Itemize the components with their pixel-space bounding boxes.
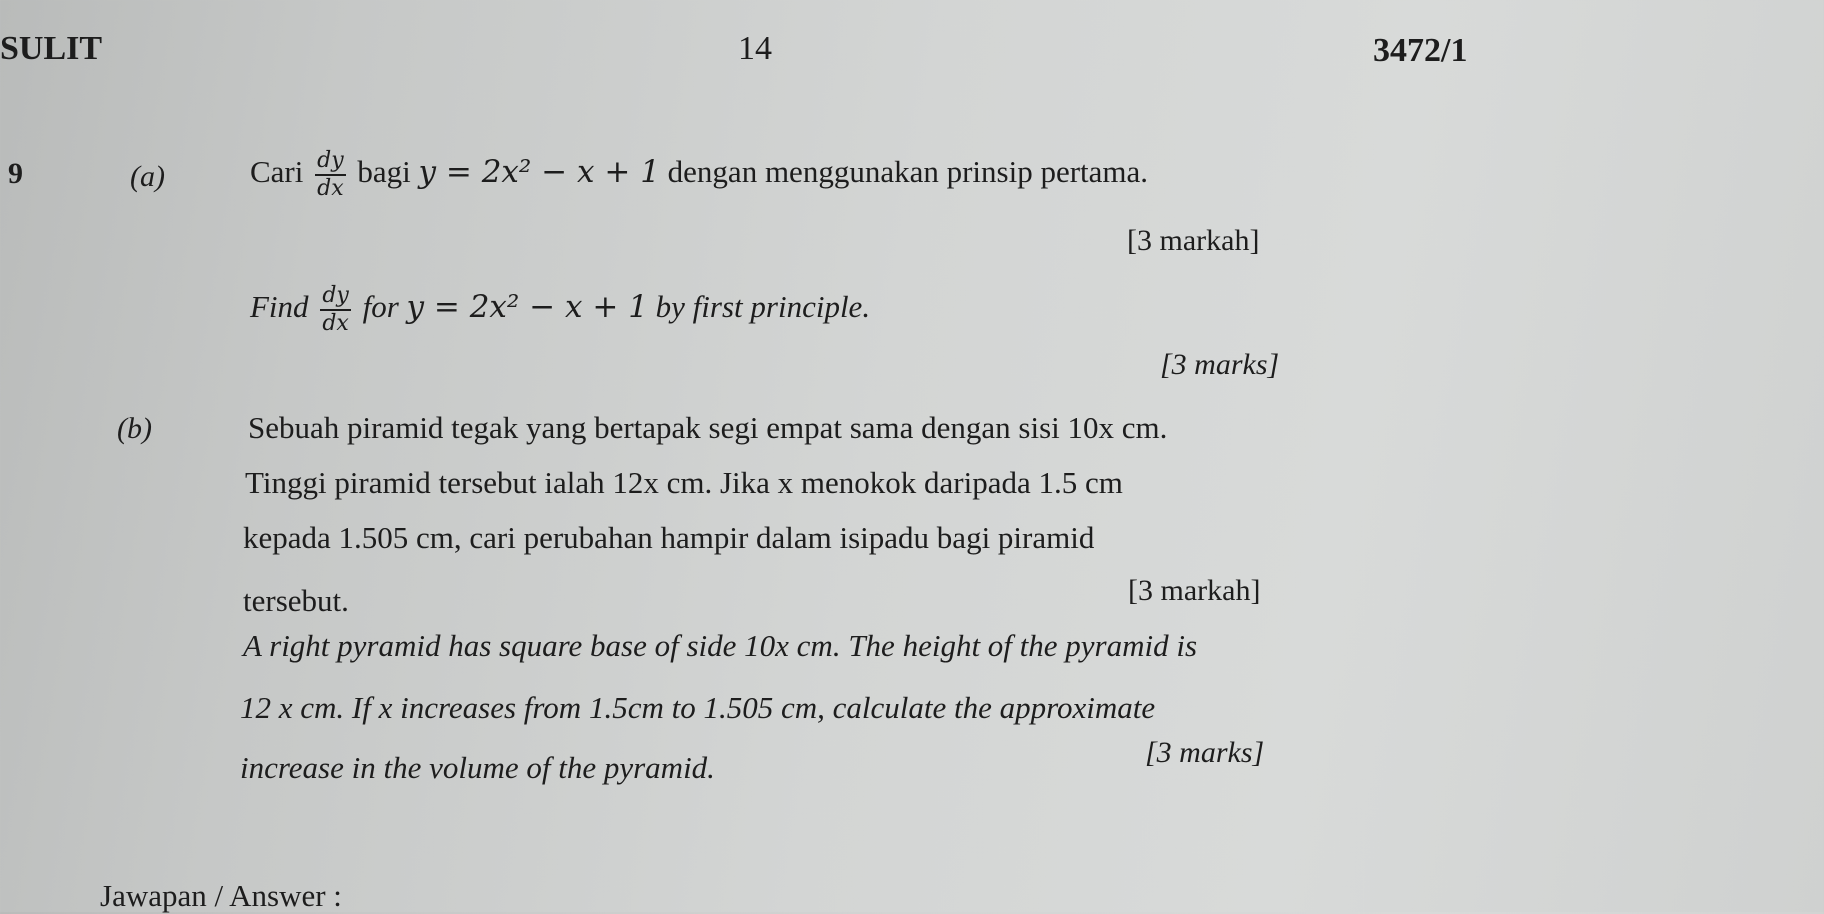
part-b-malay-line-4: tersebut.	[243, 583, 349, 618]
derivative-fraction-english	[320, 285, 351, 335]
frac-denominator: dx	[322, 311, 349, 336]
part-a-label: (a)	[130, 160, 165, 193]
part-b-english-marks: [3 marks]	[1145, 736, 1265, 769]
part-b-malay-line-2: Tinggi piramid tersebut ialah 12x cm. Jika x menokok daripada 1.5 cm	[245, 465, 1123, 500]
part-a-malay-marks: [3 markah]	[1127, 224, 1260, 257]
header-sulit: SULIT	[0, 30, 103, 67]
part-a-english-mid: for	[362, 289, 399, 325]
part-a-malay-prefix: Cari	[250, 154, 304, 190]
part-a-malay-mid: bagi	[357, 154, 411, 190]
frac-numerator: dy	[320, 285, 351, 311]
part-a-malay-suffix: dengan menggunakan prinsip pertama.	[667, 154, 1149, 190]
part-a-malay-line	[250, 150, 1148, 200]
answer-label: Jawapan / Answer :	[100, 878, 342, 913]
part-a-english-line	[250, 285, 870, 335]
part-b-english-line-2: 12 x cm. If x increases from 1.5cm to 1.505 cm, calculate the approximate	[240, 690, 1156, 725]
part-b-english-line-3: increase in the volume of the pyramid.	[240, 750, 715, 785]
part-b-malay-line-3: kepada 1.505 cm, cari perubahan hampir dalam isipadu bagi piramid	[243, 520, 1095, 555]
frac-numerator: dy	[315, 150, 346, 176]
equation-english: y = 2x² − x + 1	[406, 289, 648, 326]
derivative-fraction-malay	[315, 150, 346, 200]
part-a-english-prefix: Find	[250, 289, 309, 325]
part-a-english-suffix: by first principle.	[655, 289, 871, 325]
part-a-english-marks: [3 marks]	[1160, 348, 1280, 381]
question-number: 9	[8, 157, 23, 190]
part-b-malay-marks: [3 markah]	[1128, 574, 1261, 607]
page-number: 14	[738, 30, 772, 67]
part-b-label: (b)	[117, 412, 152, 445]
paper-code: 3472/1	[1373, 32, 1468, 69]
equation-malay: y = 2x² − x + 1	[418, 154, 660, 191]
part-b-malay-line-1: Sebuah piramid tegak yang bertapak segi empat sama dengan sisi 10x cm.	[248, 410, 1168, 445]
frac-denominator: dx	[317, 176, 344, 201]
part-b-english-line-1: A right pyramid has square base of side 10x cm. The height of the pyramid is	[243, 628, 1198, 663]
